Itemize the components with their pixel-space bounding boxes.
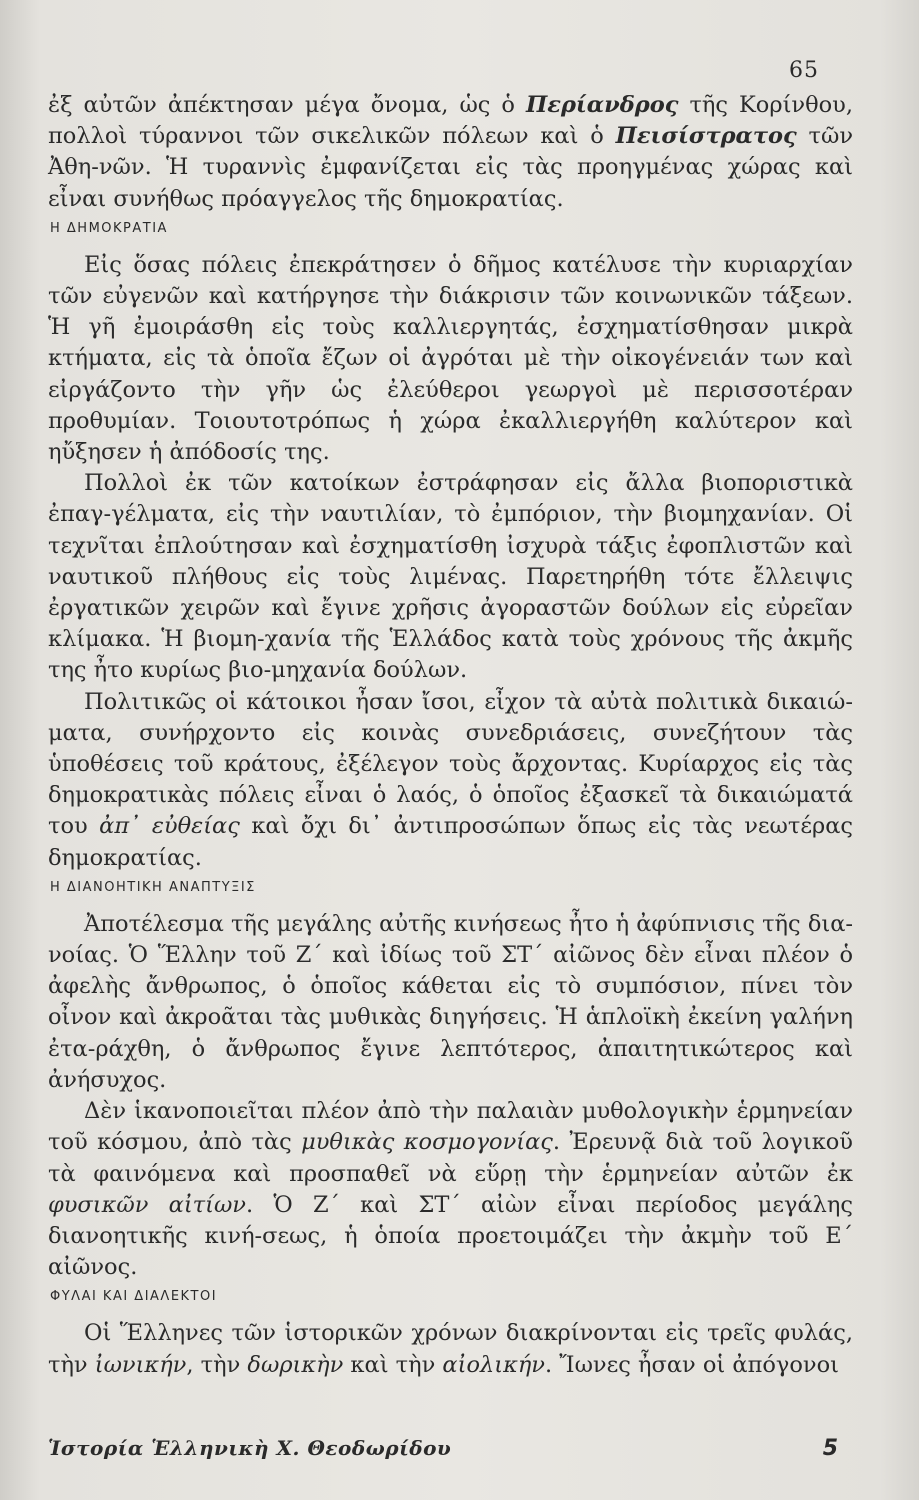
paragraph-politics [48, 687, 853, 874]
emphasis-natural-causes: φυσικῶν αἰτίων [48, 1191, 246, 1218]
paragraph-tribes [48, 1318, 853, 1380]
signature-mark: 5 [822, 1436, 838, 1461]
text-run: Οἱ Ἕλληνες τῶν ἱστορικῶν χρόνων διακρίνονται εἰς τρεῖς φυλάς, τὴν [48, 1320, 853, 1378]
paragraph-democracy: Εἰς ὅσας πόλεις ἐπεκράτησεν ὁ δῆμος κατέλυσε τὴν κυριαρχίαν τῶν εὐγενῶν καὶ κατήργησε τὴν διάκρισιν τῶν κοινωνικῶν τάξεων. Ἡ γῆ ἐμοιράσθη εἰς τοὺς καλλιεργητάς, ἐσχηματίσθησαν μικρὰ κτήματα, εἰς τὰ ὁποῖα ἔζων οἱ ἀγρόται μὲ τὴν οἰκογένειάν των καὶ εἰργάζοντο τὴν γῆν ὡς ἐλεύθεροι γεωργοὶ μὲ περισσοτέραν προθυμίαν. Τοιουτοτρόπως ἡ χώρα ἐκαλλιεργήθη καλύτερον καὶ ηὔξησεν ἡ ἀπόδοσίς της. [48, 251, 853, 466]
text-run: τῆς Κορίνθου, πολλοὶ τύραννοι τῶν σικελικῶν πόλεων καὶ ὁ [48, 92, 854, 150]
paragraph-reasoning [48, 1096, 853, 1283]
paragraph-tyranny [48, 90, 853, 215]
text-run: Δὲν ἱκανοποιεῖται πλέον ἀπὸ τὴν παλαιὰν μυθολογικὴν ἑρμηνείαν τοῦ κόσμου, ἀπὸ τὰς [48, 1098, 853, 1156]
emphasis-cosmogonies: μυθικὰς κοσμογονίας [301, 1129, 553, 1156]
section-heading-democracy: Η ΔΗΜΟΚΡΑΤΙΑ [50, 220, 168, 236]
name-periandros: Περίανδρος [526, 92, 679, 118]
text-run: καὶ τὴν [343, 1351, 443, 1378]
name-peisistratos: Πεισίστρατος [615, 123, 797, 150]
text-run: . Ἴωνες ἦσαν οἱ ἀπόγονοι [544, 1351, 839, 1378]
section-heading-intellectual: Η ΔΙΑΝΟΗΤΙΚΗ ΑΝΑΠΤΥΞΙΣ [50, 879, 256, 895]
text-run: ἐξ αὐτῶν ἀπέκτησαν μέγα ὄνομα, ὡς ὁ [48, 92, 527, 118]
section-heading-tribes: ΦΥΛΑΙ ΚΑΙ ΔΙΑΛΕΚΤΟΙ [50, 1289, 218, 1305]
footer-book-title: Ἱστορία Ἑλληνικὴ Χ. Θεοδωρίδου [48, 1436, 452, 1460]
text-run: . Ἐρευνᾷ διὰ τοῦ λογικοῦ τὰ φαινόμενα καὶ προσπαθεῖ νὰ εὕρῃ τὴν ἑρμηνείαν αὐτῶν ἐκ [48, 1129, 853, 1187]
emphasis-aeolic: αἰολικήν [442, 1351, 545, 1378]
text-run: τῶν Ἀθη-νῶν. Ἡ τυραννὶς ἐμφανίζεται εἰς τὰς προηγμένας χώρας καὶ εἶναι συνήθως πρόαγγελος τῆς δημοκρατίας. [48, 123, 853, 212]
text-run: Πολιτικῶς οἱ κάτοικοι ἦσαν ἴσοι, εἶχον τὰ αὐτὰ πολιτικὰ δικαιώ-ματα, συνήρχοντο εἰς κοινὰς συνεδριάσεις, συνεζήτουν τὰς ὑποθέσεις τοῦ κράτους, ἐξέλεγον τοὺς ἄρχοντας. Κυρίαρχος εἰς τὰς δημοκρατικὰς πόλεις εἶναι ὁ λαός, ὁ ὁποῖος ἐξασκεῖ τὰ δικαιώματά του [48, 688, 853, 840]
page-footer [48, 1436, 838, 1461]
paragraph-professions: Πολλοὶ ἐκ τῶν κατοίκων ἐστράφησαν εἰς ἄλλα βιοποριστικὰ ἐπαγ-γέλματα, εἰς τὴν ναυτιλίαν, τὸ ἐμπόριον, τὴν βιομηχανίαν. Οἱ τεχνῖται ἐπλούτησαν καὶ ἐσχηματίσθη ἰσχυρὰ τάξις ἐφοπλιστῶν καὶ ναυτικοῦ πλήθους εἰς τοὺς λιμένας. Παρετηρήθη τότε ἔλλειψις ἐργατικῶν χειρῶν καὶ ἔγινε χρῆσις ἀγοραστῶν δούλων εἰς εὐρεῖαν κλίμακα. Ἡ βιομη-χανία τῆς Ἑλλάδος κατὰ τοὺς χρόνους τῆς ἀκμῆς της ἦτο κυρίως βιο-μηχανία δούλων. [48, 470, 853, 684]
text-run: . Ὁ Ζ´ καὶ ΣΤ´ αἰὼν εἶναι περίοδος μεγάλης διανοητικῆς κινή-σεως, ἡ ὁποία προετοιμάζει τὴν ἀκμὴν τοῦ Ε´ αἰῶνος. [48, 1191, 853, 1281]
page-body [48, 90, 853, 1381]
emphasis-directly: ἀπ᾿ εὐθείας [99, 813, 240, 840]
page-number: 65 [789, 58, 819, 83]
paragraph-awakening: Ἀποτέλεσμα τῆς μεγάλης αὐτῆς κινήσεως ἦτο ἡ ἀφύπνισις τῆς δια-νοίας. Ὁ Ἕλλην τοῦ Ζ´ καὶ ἰδίως τοῦ ΣΤ´ αἰῶνος δὲν εἶναι πλέον ὁ ἀφελὴς ἄνθρωπος, ὁ ὁποῖος κάθεται εἰς τὸ συμπόσιον, πίνει τὸν οἶνον καὶ ἀκροᾶται τὰς μυθικὰς διηγήσεις. Ἡ ἁπλοϊκὴ ἐκείνη γαλήνη ἐτα-ράχθη, ὁ ἄνθρωπος ἔγινε λεπτότερος, ἀπαιτητικώτερος καὶ ἀνήσυχος. [48, 910, 853, 1093]
emphasis-ionic: ἰωνικήν [94, 1351, 187, 1378]
emphasis-doric: δωρικὴν [247, 1351, 344, 1378]
text-run: , τὴν [186, 1351, 248, 1378]
text-run: καὶ ὄχι δι᾿ ἀντιπροσώπων ὅπως εἰς τὰς νεωτέρας δημοκρατίας. [48, 813, 853, 871]
